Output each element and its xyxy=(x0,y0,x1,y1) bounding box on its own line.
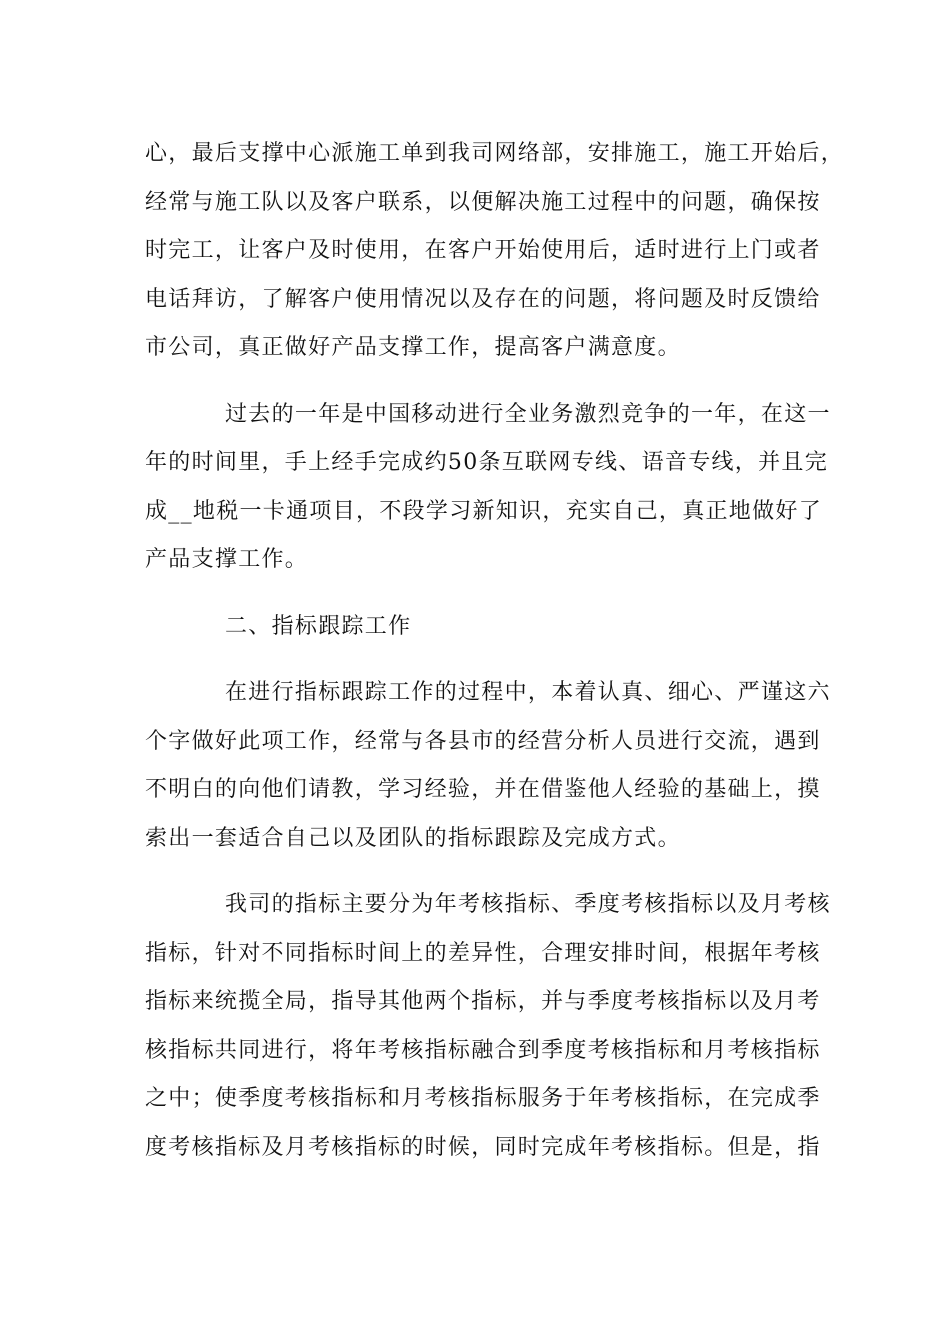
paragraph-indicator-tracking xyxy=(145,669,831,863)
text-line: 个字做好此项工作，经常与各县市的经营分析人员进行交流，遇到 xyxy=(145,728,821,754)
paragraph-gap xyxy=(145,585,805,603)
text-line: 之中；使季度考核指标和月考核指标服务于年考核指标，在完成季 xyxy=(145,1086,821,1111)
paragraph-gap xyxy=(145,651,805,669)
paragraph-indicator-types xyxy=(145,881,831,1172)
paragraph-product-support-process xyxy=(145,130,845,373)
paragraph-gap xyxy=(145,863,805,881)
text-line: 电话拜访，了解客户使用情况以及存在的问题，将问题及时反馈给 xyxy=(145,286,821,312)
paragraph-gap xyxy=(145,373,805,391)
text-line: 年的时间里，手上经手完成约50条互联网专线、语音专线，并且完 xyxy=(145,450,828,475)
text-line: 成__地税一卡通项目，不段学习新知识，充实自己，真正地做好了 xyxy=(145,498,823,524)
text-line: 经常与施工队以及客户联系，以便解决施工过程中的问题，确保按 xyxy=(145,189,821,215)
document-body xyxy=(145,130,845,1172)
text-line: 指标来统揽全局，指导其他两个指标，并与季度考核指标以及月考 xyxy=(145,989,821,1014)
text-line: 心，最后支撑中心派施工单到我司网络部，安排施工，施工开始后， xyxy=(145,141,845,166)
text-line: 索出一套适合自己以及团队的指标跟踪及完成方式。 xyxy=(145,825,681,851)
text-line: 我司的指标主要分为年考核指标、季度考核指标以及月考核 xyxy=(225,892,831,917)
text-line: 度考核指标及月考核指标的时候，同时完成年考核指标。但是，指 xyxy=(145,1134,821,1160)
text-line: 指标，针对不同指标时间上的差异性，合理安排时间，根据年考核 xyxy=(145,940,821,966)
text-line: 时完工，让客户及时使用，在客户开始使用后，适时进行上门或者 xyxy=(145,238,821,263)
text-line: 在进行指标跟踪工作的过程中，本着认真、细心、严谨这六 xyxy=(225,680,831,705)
text-line: 核指标共同进行，将年考核指标融合到季度考核指标和月考核指标 xyxy=(145,1037,821,1063)
text-line: 过去的一年是中国移动进行全业务激烈竞争的一年，在这一 xyxy=(225,401,831,427)
section-title: 二、指标跟踪工作 xyxy=(225,613,412,639)
paragraph-past-year-summary xyxy=(145,391,831,585)
text-line: 产品支撑工作。 xyxy=(145,547,309,572)
section-heading xyxy=(145,603,805,652)
text-line: 市公司，真正做好产品支撑工作，提高客户满意度。 xyxy=(145,335,681,360)
text-line: 不明白的向他们请教，学习经验，并在借鉴他人经验的基础上，摸 xyxy=(145,777,821,802)
